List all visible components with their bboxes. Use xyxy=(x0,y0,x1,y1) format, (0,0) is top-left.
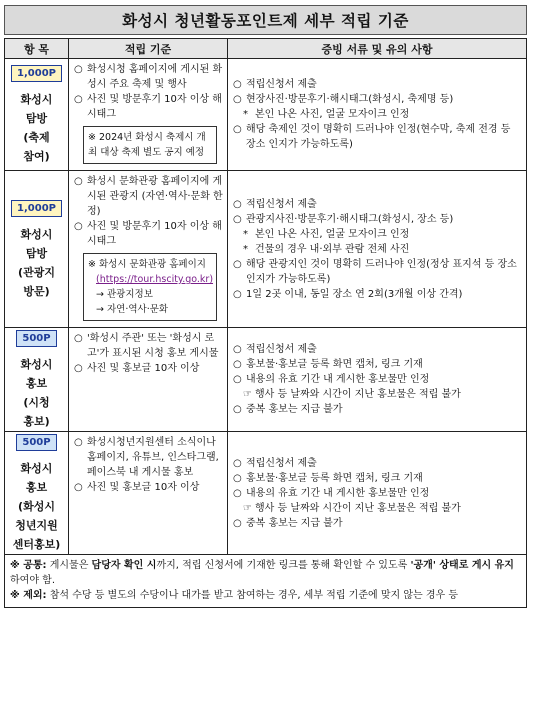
criteria-item xyxy=(74,480,223,495)
criteria-item xyxy=(74,435,223,480)
footer-row xyxy=(5,555,527,608)
category-label: 참여) xyxy=(23,150,50,163)
circle-bullet-icon: ○ xyxy=(233,94,242,105)
evidence-text: 홍보물·홍보글 등록 화면 캡처, 링크 기재 xyxy=(246,472,423,484)
category-label: 홍보 xyxy=(25,377,48,390)
circle-bullet-icon: ○ xyxy=(233,124,242,135)
page-title: 화성시 청년활동포인트제 세부 적립 기준 xyxy=(4,5,527,35)
evidence-item xyxy=(233,471,522,486)
evidence-item xyxy=(233,287,522,302)
circle-bullet-icon: ○ xyxy=(233,79,242,90)
evidence-item xyxy=(233,107,522,122)
category-label: 홍보 xyxy=(25,481,48,494)
category-cell xyxy=(5,59,69,171)
points-badge: 1,000P xyxy=(11,65,62,82)
evidence-text: 내용의 유효 기간 내 게시한 홍보물만 인정 xyxy=(246,487,430,499)
criteria-text: 사진 및 홍보글 10자 이상 xyxy=(87,363,200,374)
criteria-cell xyxy=(69,328,228,432)
evidence-text: 중복 홍보는 지급 불가 xyxy=(246,404,343,415)
evidence-text: 홍보물·홍보글 등록 화면 캡처, 링크 기재 xyxy=(246,359,423,370)
circle-bullet-icon: ○ xyxy=(233,374,242,385)
category-label: (관광지 xyxy=(18,265,55,279)
circle-bullet-icon: ○ xyxy=(74,221,83,232)
category-label: 화성시 xyxy=(20,93,53,106)
exclusion-note: ※ 제외: 참석 수당 등 별도의 수당이나 대가를 받고 참여하는 경우, 세부 적립 기준에 맞지 않는 경우 등 xyxy=(10,590,458,601)
criteria-item xyxy=(74,219,223,249)
evidence-item xyxy=(233,77,522,92)
evidence-item xyxy=(233,387,522,402)
circle-bullet-icon: ○ xyxy=(74,482,83,493)
circle-bullet-icon: ○ xyxy=(74,94,83,105)
category-label: 센터홍보) xyxy=(12,538,61,551)
note-path-line: → 자연·역사·문화 xyxy=(96,304,169,315)
criteria-text: '화성시 주관' 또는 '화성시 로고'가 표시된 시청 홍보 게시물 xyxy=(87,333,219,359)
circle-bullet-icon: ○ xyxy=(233,288,242,300)
header-category: 항 목 xyxy=(5,39,69,59)
criteria-item xyxy=(74,361,223,376)
evidence-text: 적립신청서 제출 xyxy=(246,457,317,469)
evidence-text: 중복 홍보는 지급 불가 xyxy=(246,517,343,529)
criteria-item xyxy=(74,331,223,361)
evidence-text: 본인 나온 사진, 얼굴 모자이크 인정 xyxy=(255,228,410,240)
evidence-item xyxy=(233,357,522,372)
evidence-item xyxy=(233,242,522,257)
evidence-item xyxy=(233,212,522,227)
criteria-cell xyxy=(69,171,228,328)
evidence-cell xyxy=(228,171,527,328)
header-criteria: 적립 기준 xyxy=(69,39,228,59)
criteria-text: 화성시청 홈페이지에 게시된 화성시 주요 축제 및 행사 xyxy=(87,64,223,90)
asterisk-icon: * xyxy=(243,109,248,120)
circle-bullet-icon: ○ xyxy=(233,487,242,499)
circle-bullet-icon: ○ xyxy=(233,213,242,225)
footer-notes xyxy=(5,555,527,608)
evidence-item xyxy=(233,372,522,387)
category-label: 화성시 xyxy=(20,358,53,371)
circle-bullet-icon: ○ xyxy=(233,517,242,529)
circle-bullet-icon: ○ xyxy=(233,344,242,355)
note-path-line: → 관광지정보 xyxy=(96,289,153,300)
circle-bullet-icon: ○ xyxy=(74,333,83,344)
category-cell xyxy=(5,171,69,328)
asterisk-icon: * xyxy=(243,243,248,255)
table-row xyxy=(5,432,527,555)
evidence-text: 해당 축제인 것이 명확히 드러나야 인정(현수막, 축제 전경 등 장소 인지가 가능하도록) xyxy=(246,124,511,150)
evidence-item xyxy=(233,342,522,357)
evidence-text: 적립신청서 제출 xyxy=(246,344,317,355)
criteria-text: 사진 및 방문후기 10자 이상 해시태그 xyxy=(87,221,222,247)
circle-bullet-icon: ○ xyxy=(233,472,242,484)
table-header-row xyxy=(5,39,527,59)
evidence-item xyxy=(233,257,522,287)
circle-bullet-icon: ○ xyxy=(233,258,242,270)
criteria-cell xyxy=(69,59,228,171)
category-label: 청년지원 xyxy=(15,519,58,532)
circle-bullet-icon: ○ xyxy=(233,198,242,210)
category-label: 화성시 xyxy=(20,462,53,475)
evidence-item xyxy=(233,486,522,501)
category-label: 화성시 xyxy=(20,227,53,241)
evidence-item xyxy=(233,456,522,471)
evidence-item xyxy=(233,227,522,242)
circle-bullet-icon: ○ xyxy=(74,363,83,374)
criteria-table xyxy=(4,38,527,608)
table-row xyxy=(5,171,527,328)
category-label: 홍보) xyxy=(23,415,50,428)
circle-bullet-icon: ○ xyxy=(74,437,83,448)
evidence-text: 관광지사진·방문후기·해시태그(화성시, 장소 등) xyxy=(246,213,454,225)
circle-bullet-icon: ○ xyxy=(233,457,242,469)
criteria-item xyxy=(74,174,223,219)
category-label: (시청 xyxy=(23,396,50,409)
table-row xyxy=(5,59,527,171)
category-label: (화성시 xyxy=(18,500,55,513)
evidence-text: 현장사진·방문후기·해시태그(화성시, 축제명 등) xyxy=(246,94,454,105)
evidence-text: 건물의 경우 내·외부 관람 전체 사진 xyxy=(255,243,410,255)
evidence-text: 내용의 유효 기간 내 게시한 홍보물만 인정 xyxy=(246,374,430,385)
evidence-text: 적립신청서 제출 xyxy=(246,79,317,90)
evidence-item xyxy=(233,501,522,516)
criteria-text: 사진 및 홍보글 10자 이상 xyxy=(87,482,200,493)
header-evidence: 증빙 서류 및 유의 사항 xyxy=(228,39,527,59)
evidence-text: 해당 관광지인 것이 명확히 드러나야 인정(정상 표지석 등 장소 인지가 가능하도록) xyxy=(246,258,517,285)
note-line: ※ 화성시 문화관광 홈페이지 xyxy=(88,259,206,270)
criteria-text: 화성시청년지원센터 소식이나 홈페이지, 유튜브, 인스타그램, 페이스북 내 게시물 홍보 xyxy=(87,437,219,478)
category-label: 탐방 xyxy=(25,246,48,260)
criteria-cell xyxy=(69,432,228,555)
evidence-cell xyxy=(228,432,527,555)
tour-site-link[interactable]: (https://tour.hscity.go.kr) xyxy=(96,274,214,285)
criteria-text: 화성시 문화관광 홈페이지에 게시된 관광지 (자연·역사·문화 한정) xyxy=(87,176,223,217)
asterisk-icon: * xyxy=(243,228,248,240)
evidence-text: 행사 등 날짜와 시간이 지난 홍보물은 적립 불가 xyxy=(255,502,461,514)
criteria-text: 사진 및 방문후기 10자 이상 해시태그 xyxy=(87,94,222,120)
category-label: 탐방 xyxy=(25,112,48,125)
evidence-text: 행사 등 날짜와 시간이 지난 홍보물은 적립 불가 xyxy=(255,389,461,400)
evidence-text: 적립신청서 제출 xyxy=(246,198,317,210)
common-note: ※ 공통: 게시물은 담당자 확인 시까지, 적립 신청서에 기재한 링크를 통해 확인할 수 있도록 '공개' 상태로 게시 유지하여야 함. xyxy=(10,560,514,586)
evidence-cell xyxy=(228,59,527,171)
table-row xyxy=(5,328,527,432)
evidence-item xyxy=(233,402,522,417)
points-badge: 1,000P xyxy=(11,200,62,217)
category-cell xyxy=(5,432,69,555)
circle-bullet-icon: ○ xyxy=(74,176,83,187)
evidence-item xyxy=(233,516,522,531)
evidence-text: 1일 2곳 이내, 동일 장소 연 2회(3개월 이상 간격) xyxy=(246,288,463,300)
circle-bullet-icon: ○ xyxy=(233,359,242,370)
pointing-hand-icon: ☞ xyxy=(243,389,252,400)
note-box xyxy=(83,253,217,321)
evidence-item xyxy=(233,122,522,152)
evidence-text: 본인 나온 사진, 얼굴 모자이크 인정 xyxy=(255,109,410,120)
points-badge: 500P xyxy=(16,434,56,451)
evidence-item xyxy=(233,92,522,107)
evidence-item xyxy=(233,197,522,212)
category-label: (축제 xyxy=(23,131,50,144)
points-badge: 500P xyxy=(16,330,56,347)
circle-bullet-icon: ○ xyxy=(233,404,242,415)
evidence-cell xyxy=(228,328,527,432)
category-label: 방문) xyxy=(23,284,50,298)
category-cell xyxy=(5,328,69,432)
circle-bullet-icon: ○ xyxy=(74,64,83,75)
criteria-item xyxy=(74,92,223,122)
criteria-item xyxy=(74,62,223,92)
note-box: ※ 2024년 화성시 축제시 개최 대상 축제 별도 공지 예정 xyxy=(83,126,217,164)
pointing-hand-icon: ☞ xyxy=(243,502,252,514)
